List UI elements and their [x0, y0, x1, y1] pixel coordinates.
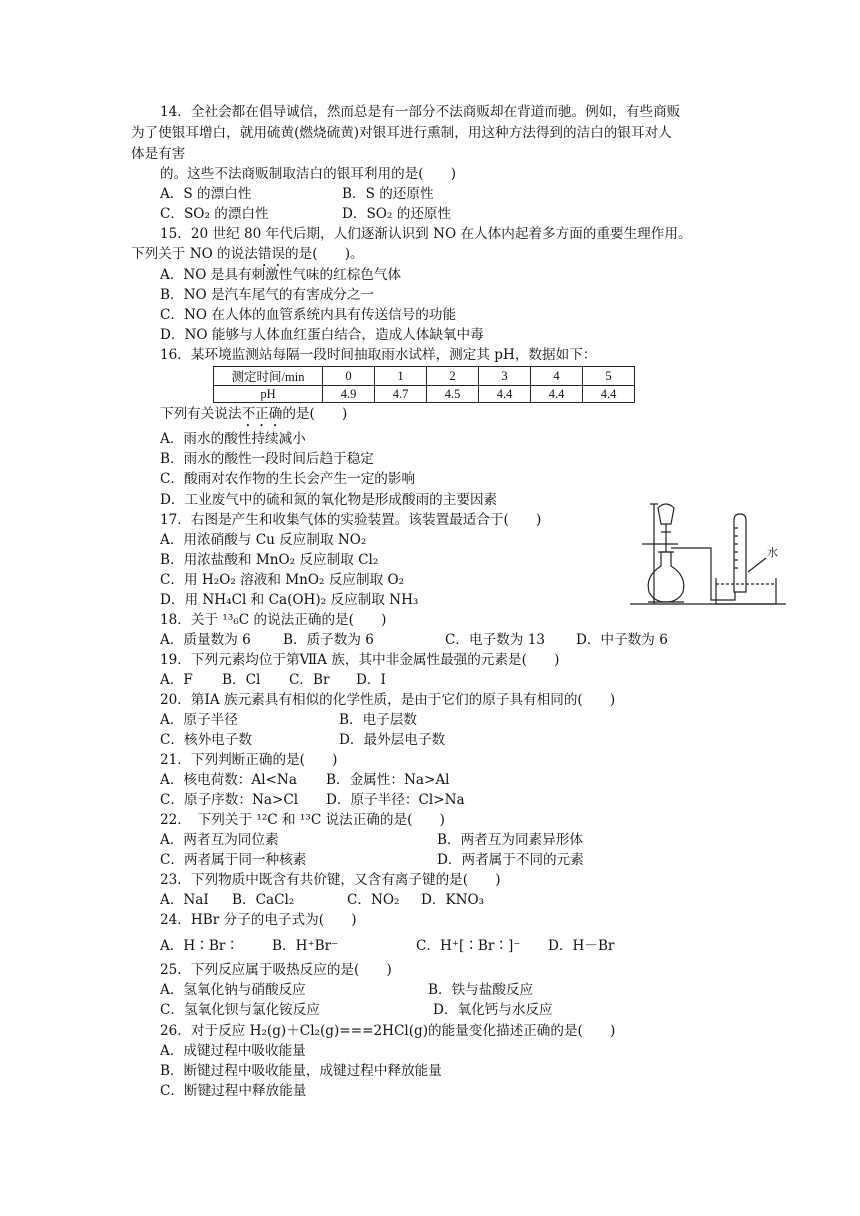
q16-option-b: B．雨水的酸性一段时间后趋于稳定	[160, 451, 374, 467]
q14-line2: 为了使银耳增白，就用硫黄(燃烧硫黄)对银耳进行熏制，用这种方法得到的洁白的银耳对人	[131, 125, 672, 141]
q24-option-a: A．H∶Br∶	[160, 938, 239, 954]
q25-line1: 25．下列反应属于吸热反应的是( )	[160, 962, 392, 978]
q26-option-b: B．断键过程中吸收能量，成键过程中释放能量	[160, 1063, 442, 1079]
q17-option-d: D．用 NH₄Cl 和 Ca(OH)₂ 反应制取 NH₃	[160, 592, 419, 608]
table-cell: 4.7	[375, 386, 427, 403]
table-cell: 2	[427, 367, 479, 386]
table-cell: 5	[583, 367, 635, 386]
q15-line2: 下列关于 NO 的说法错误的是( )。	[131, 246, 364, 262]
q22-line1: 22． 下列关于 ¹²C 和 ¹³C 说法正确的是( )	[160, 812, 445, 828]
q21-option-b: B．金属性：Na>Al	[326, 772, 450, 788]
table-row	[214, 367, 635, 386]
q23-option-b: B．CaCl₂	[232, 892, 295, 908]
q17-option-b: B．用浓盐酸和 MnO₂ 反应制取 Cl₂	[160, 552, 379, 568]
q22-option-a: A．两者互为同位素	[160, 832, 279, 848]
q16-option-d: D．工业废气中的硫和氮的氧化物是形成酸雨的主要因素	[160, 492, 498, 508]
water-label: 水	[767, 546, 778, 559]
q24-option-b: B．H⁺Br⁻	[272, 938, 339, 954]
q18-option-a: A．质量数为 6	[160, 632, 251, 648]
table-cell: 4.5	[427, 386, 479, 403]
q18-line1: 18．关于 ¹³₆C 的说法正确的是( )	[160, 612, 387, 628]
table-header-time: 测定时间/min	[214, 367, 323, 386]
q20-option-b: B．电子层数	[339, 712, 417, 728]
q22-option-b: B．两者互为同素异形体	[437, 832, 583, 848]
q14-line1: 14．全社会都在倡导诚信，然而总是有一部分不法商贩却在背道而驰。例如，有些商贩	[160, 104, 681, 120]
q17-line1: 17．右图是产生和收集气体的实验装置。该装置最适合于( )	[160, 512, 542, 528]
q21-option-a: A．核电荷数：Al<Na	[160, 772, 297, 788]
table-cell: 4.4	[583, 386, 635, 403]
q22-option-d: D．两者属于不同的元素	[437, 852, 584, 868]
q15-option-b: B．NO 是汽车尾气的有害成分之一	[160, 287, 375, 303]
table-cell: 4.9	[323, 386, 375, 403]
table-header-ph: pH	[214, 386, 323, 403]
q21-line1: 21．下列判断正确的是( )	[160, 752, 338, 768]
table-cell: 3	[479, 367, 531, 386]
table-cell: 4.4	[531, 386, 583, 403]
q16-line1: 16．某环境监测站每隔一段时间抽取雨水试样，测定其 pH，数据如下：	[160, 347, 597, 363]
q18-option-b: B．质子数为 6	[283, 632, 374, 648]
q15-option-a: A．NO 是具有刺激性气味的红棕色气体	[160, 267, 402, 283]
q26-line1: 26．对于反应 H₂(g)＋Cl₂(g)===2HCl(g)的能量变化描述正确的是( )	[160, 1023, 616, 1039]
q15-option-d: D．NO 能够与人体血红蛋白结合，造成人体缺氧中毒	[160, 327, 484, 343]
q23-line1: 23．下列物质中既含有共价键，又含有离子键的是( )	[160, 872, 501, 888]
q23-option-a: A．NaI	[160, 892, 209, 908]
q24-option-d: D．H－Br	[548, 938, 615, 954]
q22-option-c: C．两者属于同一种核素	[160, 852, 307, 868]
q20-option-d: D．最外层电子数	[339, 732, 446, 748]
q14-option-b: B．S 的还原性	[342, 186, 434, 202]
q14-option-d: D．SO₂ 的还原性	[342, 206, 452, 222]
q19-option-d: D．I	[356, 672, 386, 688]
q16-option-c: C．酸雨对农作物的生长会产生一定的影响	[160, 471, 416, 487]
q19-line1: 19．下列元素均位于第ⅦA 族，其中非金属性最强的元素是( )	[160, 652, 560, 668]
table-cell: 0	[323, 367, 375, 386]
q20-line1: 20．第ⅠA 族元素具有相似的化学性质，是由于它们的原子具有相同的( )	[160, 692, 616, 708]
q21-option-c: C．原子序数：Na>Cl	[160, 792, 299, 808]
q14-line4: 的。这些不法商贩制取洁白的银耳利用的是( )	[160, 166, 457, 182]
q25-option-a: A．氢氧化钠与硝酸反应	[160, 982, 306, 998]
q17-option-a: A．用浓硝酸与 Cu 反应制取 NO₂	[160, 532, 367, 548]
q23-option-c: C．NO₂	[347, 892, 400, 908]
q25-option-d: D．氧化钙与水反应	[433, 1002, 553, 1018]
q21-option-d: D．原子半径：Cl>Na	[326, 792, 465, 808]
table-row	[214, 386, 635, 403]
q23-option-d: D．KNO₃	[421, 892, 485, 908]
ph-data-table	[213, 366, 635, 403]
q25-option-b: B．铁与盐酸反应	[428, 982, 534, 998]
q15-option-c: C．NO 在人体的血管系统内具有传送信号的功能	[160, 307, 457, 323]
q24-option-c: C．H⁺[∶Br∶]⁻	[416, 938, 521, 954]
q19-option-a: A．F	[160, 672, 193, 688]
q16-option-a: A．雨水的酸性持续减小	[160, 431, 306, 447]
q14-option-c: C．SO₂ 的漂白性	[160, 206, 269, 222]
q14-option-a: A．S 的漂白性	[160, 186, 252, 202]
q15-emphasis: 错误	[257, 246, 286, 262]
q18-option-d: D．中子数为 6	[576, 632, 668, 648]
q16-line2: 下列有关说法不正确的是( )	[160, 406, 348, 422]
q18-option-c: C．电子数为 13	[445, 632, 545, 648]
q14-line3: 体是有害	[131, 146, 186, 162]
q25-option-c: C．氢氧化钡与氯化铵反应	[160, 1002, 320, 1018]
q16-emphasis: 不正确	[241, 406, 283, 422]
q19-option-c: C．Br	[289, 672, 330, 688]
q20-option-c: C．核外电子数	[160, 732, 252, 748]
q19-option-b: B．Cl	[222, 672, 261, 688]
q17-option-c: C．用 H₂O₂ 溶液和 MnO₂ 反应制取 O₂	[160, 572, 405, 588]
q26-option-a: A．成键过程中吸收能量	[160, 1043, 306, 1059]
q15-line1: 15．20 世纪 80 年代后期，人们逐渐认识到 NO 在人体内起着多方面的重要生理作用。	[160, 226, 692, 242]
q20-option-a: A．原子半径	[160, 712, 238, 728]
q24-line1: 24．HBr 分子的电子式为( )	[160, 912, 357, 928]
table-cell: 4	[531, 367, 583, 386]
q26-option-c: C．断键过程中释放能量	[160, 1083, 307, 1099]
table-cell: 1	[375, 367, 427, 386]
table-cell: 4.4	[479, 386, 531, 403]
gas-apparatus-figure	[628, 498, 788, 608]
